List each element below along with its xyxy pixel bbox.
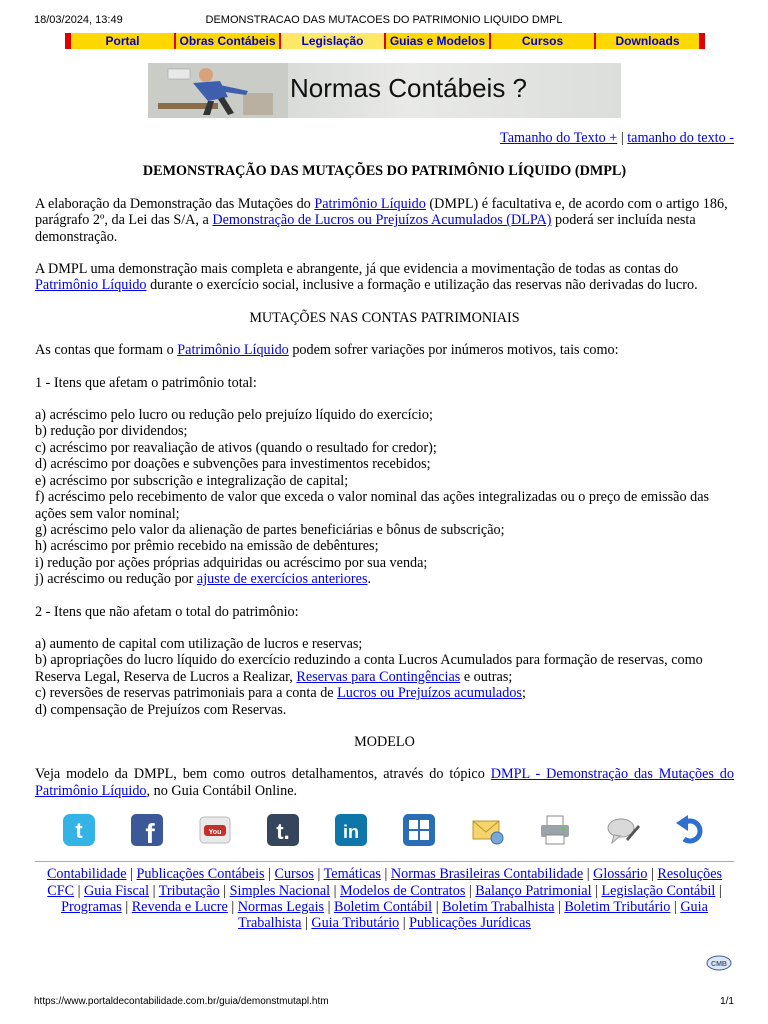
footer-separator: | [219,882,230,899]
print-date: 18/03/2024, 13:49 [34,14,123,26]
svg-text:You: You [208,829,221,837]
footer-link[interactable]: Guia Tributário [311,915,400,932]
third-paragraph [35,342,734,358]
email-icon[interactable] [470,813,504,847]
footer-link[interactable]: Boletim Tributário [564,899,671,915]
dmpl-guide-link[interactable]: DMPL - Demonstração das Mutações do Patrimônio Líquido [35,766,734,799]
back-icon[interactable] [674,813,708,847]
footer-separator: | [264,866,275,883]
list-item: e) acréscimo por subscrição e integralização de capital; [35,472,349,489]
section-heading: MUTAÇÕES NAS CONTAS PATRIMONIAIS [249,309,520,326]
footer-separator: | [126,866,137,883]
model-paragraph [35,766,734,799]
decrease-text-link[interactable]: tamanho do texto - [627,130,734,146]
section2-list [35,636,734,718]
footer-separator: | [380,866,391,883]
footer-link[interactable]: Normas Legais [237,899,325,915]
patrimonio-liquido-link[interactable]: Patrimônio Líquido [177,342,289,359]
footer-link[interactable]: Boletim Trabalhista [442,899,555,915]
top-nav [65,33,705,49]
footer-separator: | [591,882,602,899]
list-item: h) acréscimo por prêmio recebido na emissão de debêntures; [35,538,379,555]
twitter-icon[interactable] [62,813,96,847]
comment-icon[interactable] [606,813,640,847]
footer-separator: | [432,899,443,915]
print-url: https://www.portaldecontabilidade.com.br/guia/demonstmutapl.htm [34,996,329,1007]
reservas-contingencias-link[interactable]: Reservas para Contingências [296,668,461,685]
footer-link[interactable]: Programas [61,899,122,915]
increase-text-link[interactable]: Tamanho do Texto + [500,130,618,146]
list-item: i) redução por ações próprias adquiridas ou acréscimo por sua venda; [35,554,428,571]
list-item: a) acréscimo pelo lucro ou redução pelo prejuízo líquido do exercício; [35,407,433,424]
footer-separator: | [227,899,238,915]
footer-link[interactable]: Balanço Patrimonial [475,882,592,899]
page-number: 1/1 [720,996,734,1007]
svg-text:t.: t. [275,819,290,845]
item-j-text: j) acréscimo ou redução por [35,571,197,588]
list-item: g) acréscimo pelo valor da alienação de partes beneficiárias e bônus de subscrição; [35,521,505,538]
list-item: a) aumento de capital com utilização de lucros e reservas; [35,635,363,652]
item-c-text: c) reversões de reservas patrimoniais para a conta de [35,685,338,702]
list-item [35,571,734,587]
nav-obras-contabeis[interactable]: Obras Contábeis [174,33,279,49]
delicious-icon[interactable] [402,813,436,847]
footer-link[interactable]: Normas Brasileiras Contabilidade [390,866,584,883]
print-header [34,14,734,30]
list-item: b) redução por dividendos; [35,423,188,440]
text-size-separator: | [617,130,628,146]
para3-text-1: As contas que formam o [35,342,178,359]
section1-title: 1 - Itens que afetam o patrimônio total: [35,374,257,391]
facebook-icon[interactable] [130,813,164,847]
footer-link[interactable]: Guia Trabalhista [238,899,708,932]
item-b-text: b) apropriações do lucro líquido do exercício reduzindo a conta Lucros Acumulados para formação de reservas, como Reserva Legal, Reserva de Lucros a Realizar, [35,652,703,685]
print-title: DEMONSTRACAO DAS MUTACOES DO PATRIMONIO LIQUIDO DMPL [205,14,563,26]
nav-downloads[interactable]: Downloads [594,33,705,49]
list-item: f) acréscimo pelo recebimento de valor que exceda o valor nominal das ações integralizadas ou o preço de emissão das ações sem valor nominal; [35,489,710,522]
intro-paragraph [35,196,734,245]
svg-text:f: f [144,818,155,848]
footer-separator: | [554,899,565,915]
footer-separator: | [647,866,658,883]
nav-guias-modelos[interactable]: Guias e Modelos [384,33,489,49]
footer-link[interactable]: Boletim Contábil [334,899,433,915]
article [35,130,734,932]
page-title: DEMONSTRAÇÃO DAS MUTAÇÕES DO PATRIMÔNIO LÍQUIDO (DMPL) [142,163,627,180]
linkedin-icon[interactable] [334,813,368,847]
footer-link[interactable]: Contabilidade [46,866,127,883]
footer-links [35,866,734,932]
svg-text:t: t [74,818,83,844]
share-icons [35,813,734,847]
item-c-end: ; [521,685,526,702]
para3-text-2: podem sofrer variações por inúmeros motivos, tais como: [288,342,619,359]
section1-list [35,407,734,587]
footer-link[interactable]: Modelos de Contratos [340,882,466,899]
second-paragraph [35,261,734,294]
footer-link[interactable]: Tributação [158,882,220,899]
list-item: c) acréscimo por reavaliação de ativos (quando o resultado for credor); [35,439,437,456]
footer-separator: | [313,866,324,883]
svg-text:CMB: CMB [711,961,727,968]
footer-link[interactable]: Temáticas [323,866,381,883]
footer-link[interactable]: Revenda e Lucre [131,899,228,915]
footer-link[interactable]: Legislação Contábil [601,882,716,899]
footer-separator: | [583,866,594,883]
lucros-prejuizos-link[interactable]: Lucros ou Prejuízos acumulados [337,685,522,702]
footer-separator: | [324,899,334,915]
footer-separator: | [74,882,85,899]
youtube-icon[interactable] [198,813,232,847]
footer-link[interactable]: Glossário [593,866,648,883]
banner [148,63,621,118]
footer-separator: | [149,882,159,899]
portal-logo [706,954,732,972]
list-item: d) acréscimo por doações e subvenções para investimentos recebidos; [35,456,431,473]
footer-link[interactable]: Simples Nacional [229,882,331,899]
para2-text-1: A DMPL uma demonstração mais completa e abrangente, já que evidencia a movimentação de todas as contas do [35,261,679,278]
businessman-illustration [148,63,288,118]
footer-separator: | [465,882,476,899]
footer-link[interactable]: Cursos [274,866,314,883]
svg-text:in: in [342,822,359,843]
patrimonio-liquido-link[interactable]: Patrimônio Líquido [35,277,147,294]
para2-text-2: durante o exercício social, inclusive a formação e utilização das reservas não derivadas do lucro. [146,277,698,294]
footer-link[interactable]: Resoluções CFC [47,866,723,899]
para1-text-2: (DMPL) é facultativa e, de acordo com o artigo 186, parágrafo 2º, da Lei das S/A, a [35,195,728,229]
item-b-end: e outras; [460,668,513,685]
footer-link[interactable]: Publicações Jurídicas [409,915,531,932]
footer-separator: | [330,882,341,899]
item-j-end: . [367,571,372,588]
list-item [35,685,734,701]
print-footer [34,996,734,1010]
para1-text-1: A elaboração da Demonstração das Mutações do [35,195,315,212]
patrimonio-liquido-link[interactable]: Patrimônio Líquido [314,195,426,212]
para1-text-3: poderá ser incluída nesta demonstração. [35,212,696,245]
footer-separator: | [715,882,722,899]
list-item [35,652,734,685]
footer-separator: | [670,899,681,915]
model-heading: MODELO [354,733,415,750]
model-text: Veja modelo da DMPL, bem como outros detalhamentos, através do tópico [35,766,491,783]
footer-separator: | [301,915,312,932]
footer-link[interactable]: Publicações Contábeis [136,866,265,883]
model-text-end: , no Guia Contábil Online. [146,782,298,799]
footer-separator: | [399,915,410,932]
print-icon[interactable] [538,813,572,847]
dlpa-link[interactable]: Demonstração de Lucros ou Prejuízos Acumulados (DLPA) [212,212,552,229]
nav-cursos[interactable]: Cursos [489,33,594,49]
text-size-controls [35,130,734,146]
footer-link[interactable]: Guia Fiscal [84,882,150,899]
ajuste-exercicios-link[interactable]: ajuste de exercícios anteriores [196,571,368,588]
nav-portal[interactable]: Portal [65,33,174,49]
banner-title: Normas Contábeis ? [290,73,527,103]
tumblr-icon[interactable] [266,813,300,847]
list-item: d) compensação de Prejuízos com Reservas. [35,701,287,718]
footer-divider [35,861,734,862]
nav-legislacao[interactable]: Legislação [279,33,384,49]
section2-title: 2 - Itens que não afetam o total do patrimônio: [35,603,299,620]
footer-separator: | [121,899,132,915]
